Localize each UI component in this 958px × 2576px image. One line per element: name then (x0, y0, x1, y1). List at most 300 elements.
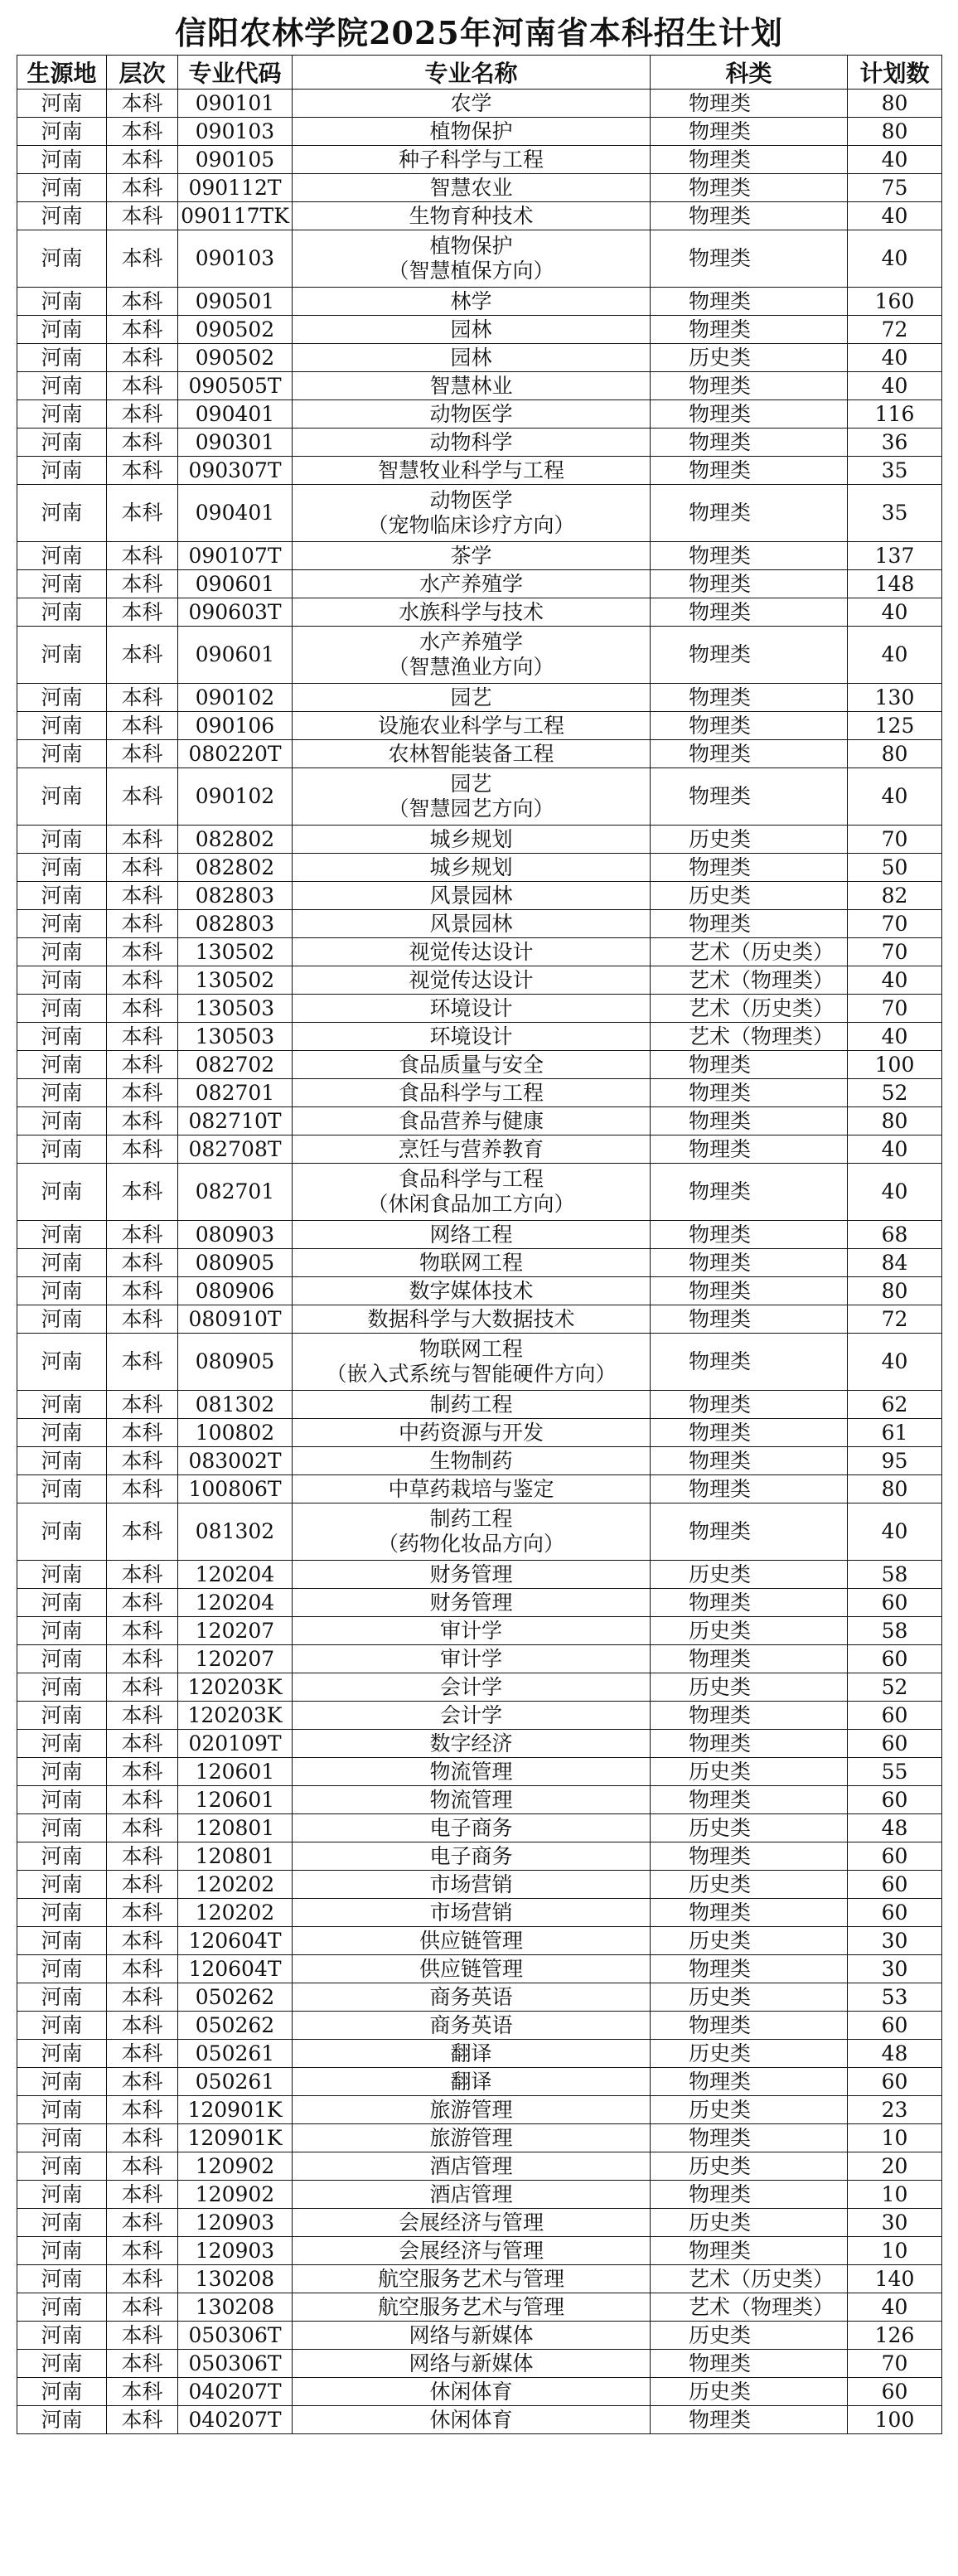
table-row (17, 2378, 942, 2406)
page-title: 信阳农林学院2025年河南省本科招生计划 (175, 14, 783, 51)
cell-category: 物理类 (651, 910, 848, 938)
cell-major-name: 市场营销 (293, 1871, 651, 1899)
major-name-text: 物联网工程 (419, 1337, 523, 1361)
cell-major-code: 090401 (178, 400, 293, 429)
major-direction-note: （嵌入式系统与智能硬件方向） (326, 1362, 617, 1386)
cell-category: 物理类 (651, 1842, 848, 1871)
cell-region: 河南 (17, 1107, 107, 1135)
cell-level: 本科 (107, 1927, 178, 1955)
cell-level: 本科 (107, 1164, 178, 1221)
table-row (17, 2237, 942, 2265)
cell-region: 河南 (17, 1051, 107, 1079)
cell-plan-count: 60 (848, 1730, 942, 1758)
cell-plan-count: 70 (848, 910, 942, 938)
cell-major-code: 120204 (178, 1561, 293, 1589)
table-row (17, 1786, 942, 1814)
cell-region: 河南 (17, 2040, 107, 2068)
cell-major-name: 网络工程 (293, 1221, 651, 1249)
header-major-code: 专业代码 (178, 56, 293, 90)
table-row (17, 2406, 942, 2434)
cell-category: 物理类 (651, 316, 848, 344)
cell-category: 物理类 (651, 2181, 848, 2209)
table-row (17, 1051, 942, 1079)
cell-plan-count: 80 (848, 1107, 942, 1135)
cell-level: 本科 (107, 2378, 178, 2406)
cell-major-name: 数据科学与大数据技术 (293, 1305, 651, 1334)
cell-major-code: 090603T (178, 598, 293, 627)
cell-major-name: 网络与新媒体 (293, 2350, 651, 2378)
cell-category: 物理类 (651, 1221, 848, 1249)
cell-plan-count: 53 (848, 1983, 942, 2012)
cell-region: 河南 (17, 938, 107, 966)
cell-level: 本科 (107, 1617, 178, 1645)
cell-category: 物理类 (651, 627, 848, 684)
cell-level: 本科 (107, 288, 178, 316)
cell-level: 本科 (107, 372, 178, 400)
cell-region: 河南 (17, 1391, 107, 1419)
cell-region: 河南 (17, 570, 107, 598)
cell-category: 物理类 (651, 1475, 848, 1503)
cell-major-code: 080906 (178, 1277, 293, 1305)
cell-level: 本科 (107, 1899, 178, 1927)
cell-region: 河南 (17, 344, 107, 372)
cell-category: 物理类 (651, 1645, 848, 1673)
cell-level: 本科 (107, 740, 178, 768)
cell-major-name: 数字媒体技术 (293, 1277, 651, 1305)
cell-major-code: 081302 (178, 1503, 293, 1561)
cell-major-name (293, 1334, 651, 1391)
cell-category: 物理类 (651, 1249, 848, 1277)
cell-category: 物理类 (651, 118, 848, 146)
cell-category: 历史类 (651, 1561, 848, 1589)
cell-level: 本科 (107, 2209, 178, 2237)
cell-level: 本科 (107, 90, 178, 118)
cell-region: 河南 (17, 2124, 107, 2152)
cell-major-name: 园林 (293, 344, 651, 372)
cell-major-code: 120801 (178, 1814, 293, 1842)
cell-major-name: 城乡规划 (293, 854, 651, 882)
cell-level: 本科 (107, 1955, 178, 1983)
cell-category: 物理类 (651, 2406, 848, 2434)
cell-major-code: 120601 (178, 1758, 293, 1786)
cell-region: 河南 (17, 1899, 107, 1927)
table-row (17, 429, 942, 457)
cell-plan-count: 100 (848, 1051, 942, 1079)
cell-region: 河南 (17, 372, 107, 400)
cell-major-name: 数字经济 (293, 1730, 651, 1758)
cell-major-code: 040207T (178, 2378, 293, 2406)
cell-major-name: 审计学 (293, 1645, 651, 1673)
cell-plan-count: 40 (848, 230, 942, 288)
cell-category: 历史类 (651, 2322, 848, 2350)
cell-plan-count: 95 (848, 1447, 942, 1475)
cell-plan-count: 40 (848, 1164, 942, 1221)
cell-plan-count: 72 (848, 1305, 942, 1334)
cell-major-code: 090307T (178, 457, 293, 485)
cell-major-name: 环境设计 (293, 1023, 651, 1051)
table-row (17, 1164, 942, 1221)
cell-category: 物理类 (651, 1305, 848, 1334)
cell-plan-count: 75 (848, 174, 942, 202)
cell-category: 物理类 (651, 288, 848, 316)
cell-plan-count: 40 (848, 1135, 942, 1164)
cell-category: 物理类 (651, 174, 848, 202)
cell-major-name: 休闲体育 (293, 2406, 651, 2434)
cell-plan-count: 60 (848, 2378, 942, 2406)
cell-region: 河南 (17, 2096, 107, 2124)
table-row (17, 1503, 942, 1561)
cell-region: 河南 (17, 1334, 107, 1391)
cell-category: 物理类 (651, 2350, 848, 2378)
cell-level: 本科 (107, 2012, 178, 2040)
cell-level: 本科 (107, 344, 178, 372)
table-row (17, 400, 942, 429)
cell-category: 历史类 (651, 1814, 848, 1842)
cell-plan-count: 148 (848, 570, 942, 598)
cell-major-name: 动物科学 (293, 429, 651, 457)
cell-region: 河南 (17, 1983, 107, 2012)
cell-major-name: 休闲体育 (293, 2378, 651, 2406)
cell-level: 本科 (107, 146, 178, 174)
cell-plan-count: 70 (848, 938, 942, 966)
cell-category: 历史类 (651, 344, 848, 372)
cell-major-name: 供应链管理 (293, 1927, 651, 1955)
table-row (17, 910, 942, 938)
cell-major-name: 风景园林 (293, 882, 651, 910)
table-row (17, 1305, 942, 1334)
cell-plan-count: 52 (848, 1079, 942, 1107)
table-row (17, 966, 942, 995)
table-row (17, 627, 942, 684)
table-row (17, 118, 942, 146)
table-row (17, 174, 942, 202)
table-row (17, 1927, 942, 1955)
cell-major-code: 130502 (178, 966, 293, 995)
cell-category: 物理类 (651, 1955, 848, 1983)
cell-level: 本科 (107, 2322, 178, 2350)
cell-major-name: 食品营养与健康 (293, 1107, 651, 1135)
cell-plan-count: 55 (848, 1758, 942, 1786)
cell-major-name: 财务管理 (293, 1589, 651, 1617)
cell-major-code: 081302 (178, 1391, 293, 1419)
cell-category: 艺术（物理类） (651, 966, 848, 995)
cell-major-name: 酒店管理 (293, 2152, 651, 2181)
cell-category: 物理类 (651, 372, 848, 400)
cell-level: 本科 (107, 1305, 178, 1334)
cell-plan-count: 137 (848, 542, 942, 570)
cell-region: 河南 (17, 1730, 107, 1758)
cell-region: 河南 (17, 400, 107, 429)
cell-level: 本科 (107, 1447, 178, 1475)
major-direction-note: （宠物临床诊疗方向） (367, 513, 575, 537)
cell-major-name: 烹饪与营养教育 (293, 1135, 651, 1164)
cell-level: 本科 (107, 2265, 178, 2293)
cell-major-name: 中草药栽培与鉴定 (293, 1475, 651, 1503)
cell-level: 本科 (107, 230, 178, 288)
cell-level: 本科 (107, 768, 178, 826)
cell-category: 物理类 (651, 90, 848, 118)
cell-level: 本科 (107, 1107, 178, 1135)
table-row (17, 854, 942, 882)
cell-major-name (293, 1503, 651, 1561)
cell-major-code: 082701 (178, 1164, 293, 1221)
cell-major-code: 090401 (178, 485, 293, 542)
table-row (17, 202, 942, 230)
cell-level: 本科 (107, 1475, 178, 1503)
cell-major-name: 林学 (293, 288, 651, 316)
cell-major-name: 物流管理 (293, 1758, 651, 1786)
cell-major-code: 050262 (178, 1983, 293, 2012)
cell-level: 本科 (107, 2040, 178, 2068)
table-row (17, 1871, 942, 1899)
cell-plan-count: 58 (848, 1617, 942, 1645)
cell-region: 河南 (17, 2406, 107, 2434)
cell-region: 河南 (17, 1305, 107, 1334)
table-row (17, 2350, 942, 2378)
cell-major-name: 会计学 (293, 1702, 651, 1730)
cell-region: 河南 (17, 966, 107, 995)
cell-major-name: 动物医学 (293, 400, 651, 429)
cell-category: 物理类 (651, 542, 848, 570)
cell-major-code: 090301 (178, 429, 293, 457)
cell-region: 河南 (17, 485, 107, 542)
major-name-text: 食品科学与工程 (398, 1167, 544, 1191)
cell-level: 本科 (107, 485, 178, 542)
table-row (17, 938, 942, 966)
cell-plan-count: 116 (848, 400, 942, 429)
cell-major-code: 082802 (178, 826, 293, 854)
cell-region: 河南 (17, 1786, 107, 1814)
table-row (17, 344, 942, 372)
table-row (17, 598, 942, 627)
cell-category: 物理类 (651, 400, 848, 429)
cell-major-name: 航空服务艺术与管理 (293, 2293, 651, 2322)
table-row (17, 2012, 942, 2040)
header-region: 生源地 (17, 56, 107, 90)
cell-category: 物理类 (651, 570, 848, 598)
cell-level: 本科 (107, 400, 178, 429)
major-direction-note: （智慧园艺方向） (388, 797, 554, 821)
cell-level: 本科 (107, 2181, 178, 2209)
cell-major-name: 农学 (293, 90, 651, 118)
cell-major-code: 080905 (178, 1249, 293, 1277)
header-level: 层次 (107, 56, 178, 90)
table-row (17, 230, 942, 288)
cell-major-name: 园艺 (293, 684, 651, 712)
cell-plan-count: 35 (848, 457, 942, 485)
cell-major-code: 040207T (178, 2406, 293, 2434)
cell-plan-count: 126 (848, 2322, 942, 2350)
cell-major-code: 100806T (178, 1475, 293, 1503)
cell-major-name: 商务英语 (293, 2012, 651, 2040)
cell-level: 本科 (107, 910, 178, 938)
cell-region: 河南 (17, 684, 107, 712)
cell-plan-count: 30 (848, 2209, 942, 2237)
cell-level: 本科 (107, 2152, 178, 2181)
table-body (17, 90, 942, 2434)
table-row (17, 1419, 942, 1447)
cell-category: 物理类 (651, 768, 848, 826)
cell-region: 河南 (17, 230, 107, 288)
cell-region: 河南 (17, 429, 107, 457)
header-major-name: 专业名称 (293, 56, 651, 90)
cell-category: 历史类 (651, 882, 848, 910)
cell-region: 河南 (17, 2293, 107, 2322)
table-row (17, 146, 942, 174)
table-row (17, 1079, 942, 1107)
cell-region: 河南 (17, 1221, 107, 1249)
cell-major-code: 120601 (178, 1786, 293, 1814)
cell-region: 河南 (17, 1419, 107, 1447)
cell-region: 河南 (17, 2350, 107, 2378)
cell-major-name: 生物制药 (293, 1447, 651, 1475)
cell-plan-count: 58 (848, 1561, 942, 1589)
cell-category: 历史类 (651, 2096, 848, 2124)
cell-plan-count: 40 (848, 372, 942, 400)
table-row (17, 712, 942, 740)
cell-category: 历史类 (651, 2378, 848, 2406)
cell-category: 物理类 (651, 2124, 848, 2152)
cell-region: 河南 (17, 1673, 107, 1702)
cell-plan-count: 100 (848, 2406, 942, 2434)
table-row (17, 882, 942, 910)
cell-region: 河南 (17, 1447, 107, 1475)
table-row (17, 2152, 942, 2181)
cell-plan-count: 70 (848, 995, 942, 1023)
table-row (17, 316, 942, 344)
cell-plan-count: 60 (848, 1871, 942, 1899)
table-row (17, 1475, 942, 1503)
cell-major-code: 090107T (178, 542, 293, 570)
header-plan-count: 计划数 (848, 56, 942, 90)
cell-plan-count: 40 (848, 598, 942, 627)
table-row (17, 1221, 942, 1249)
cell-plan-count: 80 (848, 1277, 942, 1305)
cell-region: 河南 (17, 1927, 107, 1955)
cell-region: 河南 (17, 826, 107, 854)
cell-level: 本科 (107, 316, 178, 344)
cell-level: 本科 (107, 1730, 178, 1758)
cell-major-name (293, 768, 651, 826)
cell-major-name (293, 230, 651, 288)
cell-major-name: 翻译 (293, 2068, 651, 2096)
cell-major-code: 082802 (178, 854, 293, 882)
cell-major-name (293, 1164, 651, 1221)
cell-level: 本科 (107, 995, 178, 1023)
cell-major-code: 080903 (178, 1221, 293, 1249)
cell-plan-count: 20 (848, 2152, 942, 2181)
cell-major-code: 082710T (178, 1107, 293, 1135)
table-row (17, 1730, 942, 1758)
cell-major-code: 090601 (178, 627, 293, 684)
cell-category: 物理类 (651, 146, 848, 174)
table-row (17, 1899, 942, 1927)
cell-plan-count: 40 (848, 768, 942, 826)
cell-region: 河南 (17, 2265, 107, 2293)
cell-plan-count: 48 (848, 2040, 942, 2068)
cell-region: 河南 (17, 146, 107, 174)
cell-major-code: 050261 (178, 2040, 293, 2068)
cell-major-code: 130503 (178, 1023, 293, 1051)
cell-major-name (293, 627, 651, 684)
table-row (17, 288, 942, 316)
cell-plan-count: 40 (848, 1503, 942, 1561)
cell-major-name: 生物育种技术 (293, 202, 651, 230)
cell-plan-count: 40 (848, 1334, 942, 1391)
cell-category: 历史类 (651, 1871, 848, 1899)
cell-region: 河南 (17, 882, 107, 910)
cell-region: 河南 (17, 1871, 107, 1899)
cell-level: 本科 (107, 1983, 178, 2012)
table-row (17, 2040, 942, 2068)
table-row (17, 1589, 942, 1617)
cell-region: 河南 (17, 1617, 107, 1645)
cell-major-code: 050262 (178, 2012, 293, 2040)
cell-category: 历史类 (651, 1673, 848, 1702)
cell-level: 本科 (107, 1023, 178, 1051)
cell-plan-count: 40 (848, 1023, 942, 1051)
cell-plan-count: 80 (848, 1475, 942, 1503)
cell-level: 本科 (107, 1334, 178, 1391)
table-row (17, 2322, 942, 2350)
cell-category: 物理类 (651, 740, 848, 768)
cell-major-name: 环境设计 (293, 995, 651, 1023)
cell-major-name: 酒店管理 (293, 2181, 651, 2209)
cell-category: 物理类 (651, 230, 848, 288)
cell-level: 本科 (107, 938, 178, 966)
table-row (17, 1277, 942, 1305)
cell-major-code: 090117TK (178, 202, 293, 230)
cell-region: 河南 (17, 90, 107, 118)
cell-region: 河南 (17, 2322, 107, 2350)
major-direction-note: （药物化妆品方向） (377, 1532, 564, 1556)
cell-major-code: 090505T (178, 372, 293, 400)
table-row (17, 826, 942, 854)
cell-major-name: 水族科学与技术 (293, 598, 651, 627)
cell-plan-count: 36 (848, 429, 942, 457)
cell-major-name: 食品科学与工程 (293, 1079, 651, 1107)
cell-level: 本科 (107, 2293, 178, 2322)
cell-category: 物理类 (651, 1899, 848, 1927)
cell-region: 河南 (17, 1645, 107, 1673)
cell-major-name: 视觉传达设计 (293, 938, 651, 966)
cell-region: 河南 (17, 2068, 107, 2096)
cell-category: 艺术（物理类） (651, 1023, 848, 1051)
cell-plan-count: 140 (848, 2265, 942, 2293)
cell-major-name: 电子商务 (293, 1842, 651, 1871)
cell-plan-count: 60 (848, 1702, 942, 1730)
cell-region: 河南 (17, 1702, 107, 1730)
cell-region: 河南 (17, 1475, 107, 1503)
cell-plan-count: 48 (848, 1814, 942, 1842)
table-row (17, 2124, 942, 2152)
cell-major-name: 农林智能装备工程 (293, 740, 651, 768)
cell-major-code: 120903 (178, 2237, 293, 2265)
cell-region: 河南 (17, 174, 107, 202)
cell-level: 本科 (107, 570, 178, 598)
cell-level: 本科 (107, 684, 178, 712)
cell-major-name: 茶学 (293, 542, 651, 570)
cell-major-name: 审计学 (293, 1617, 651, 1645)
cell-major-code: 050306T (178, 2322, 293, 2350)
cell-plan-count: 60 (848, 1786, 942, 1814)
cell-level: 本科 (107, 1051, 178, 1079)
cell-level: 本科 (107, 1673, 178, 1702)
cell-category: 历史类 (651, 2209, 848, 2237)
cell-major-code: 130208 (178, 2293, 293, 2322)
cell-region: 河南 (17, 598, 107, 627)
cell-plan-count: 30 (848, 1927, 942, 1955)
